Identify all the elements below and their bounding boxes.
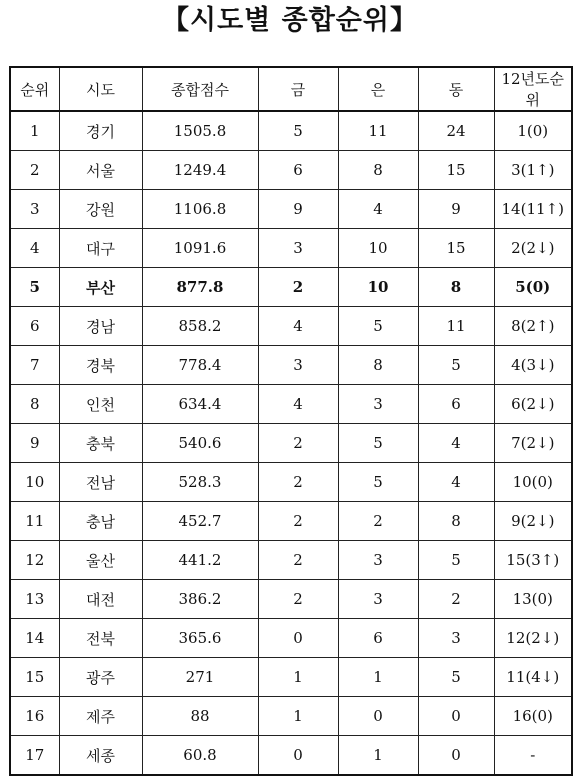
table-row <box>10 151 572 190</box>
table-row <box>10 268 572 307</box>
prev-rank-cell: 9(2↓) <box>494 502 572 541</box>
table-row <box>10 111 572 151</box>
prev-rank-cell: 4(3↓) <box>494 346 572 385</box>
silver-cell: 10 <box>338 268 418 307</box>
rank-cell: 11 <box>10 502 59 541</box>
silver-cell: 3 <box>338 541 418 580</box>
prev-rank-cell: 12(2↓) <box>494 619 572 658</box>
total-score-cell: 271 <box>142 658 258 697</box>
silver-cell: 8 <box>338 151 418 190</box>
bronze-cell: 5 <box>418 541 494 580</box>
gold-cell: 0 <box>258 736 338 776</box>
rank-cell: 4 <box>10 229 59 268</box>
rank-cell: 2 <box>10 151 59 190</box>
page-title: 【시도별 종합순위】 <box>162 5 418 36</box>
silver-cell: 5 <box>338 424 418 463</box>
rank-cell: 9 <box>10 424 59 463</box>
prev-rank-cell: 3(1↑) <box>494 151 572 190</box>
prev-rank-cell: 16(0) <box>494 697 572 736</box>
rank-cell: 14 <box>10 619 59 658</box>
rank-cell: 8 <box>10 385 59 424</box>
gold-cell: 2 <box>258 502 338 541</box>
table-row <box>10 385 572 424</box>
silver-cell: 3 <box>338 385 418 424</box>
gold-cell: 2 <box>258 580 338 619</box>
total-score-cell: 1091.6 <box>142 229 258 268</box>
bronze-cell: 3 <box>418 619 494 658</box>
gold-cell: 5 <box>258 111 338 151</box>
silver-cell: 3 <box>338 580 418 619</box>
header-total-score: 종합점수 <box>142 67 258 111</box>
table-row <box>10 502 572 541</box>
bronze-cell: 24 <box>418 111 494 151</box>
prev-rank-cell: 10(0) <box>494 463 572 502</box>
gold-cell: 2 <box>258 424 338 463</box>
total-score-cell: 1106.8 <box>142 190 258 229</box>
total-score-cell: 88 <box>142 697 258 736</box>
gold-cell: 1 <box>258 658 338 697</box>
bronze-cell: 15 <box>418 229 494 268</box>
total-score-cell: 634.4 <box>142 385 258 424</box>
gold-cell: 3 <box>258 229 338 268</box>
table-row <box>10 307 572 346</box>
prev-rank-cell: - <box>494 736 572 776</box>
prev-rank-cell: 1(0) <box>494 111 572 151</box>
region-cell: 울산 <box>59 541 142 580</box>
silver-cell: 4 <box>338 190 418 229</box>
silver-cell: 1 <box>338 736 418 776</box>
gold-cell: 6 <box>258 151 338 190</box>
region-cell: 충남 <box>59 502 142 541</box>
rank-cell: 1 <box>10 111 59 151</box>
header-prev-rank: 12년도순위 <box>494 67 572 111</box>
table-row <box>10 580 572 619</box>
bronze-cell: 4 <box>418 424 494 463</box>
gold-cell: 0 <box>258 619 338 658</box>
region-cell: 세종 <box>59 736 142 776</box>
rank-cell: 15 <box>10 658 59 697</box>
table-row <box>10 346 572 385</box>
silver-cell: 5 <box>338 307 418 346</box>
bronze-cell: 0 <box>418 697 494 736</box>
total-score-cell: 452.7 <box>142 502 258 541</box>
total-score-cell: 386.2 <box>142 580 258 619</box>
header-silver: 은 <box>338 67 418 111</box>
rank-cell: 3 <box>10 190 59 229</box>
prev-rank-cell: 11(4↓) <box>494 658 572 697</box>
rank-cell: 17 <box>10 736 59 776</box>
bronze-cell: 6 <box>418 385 494 424</box>
bronze-cell: 15 <box>418 151 494 190</box>
gold-cell: 4 <box>258 307 338 346</box>
region-cell: 경기 <box>59 111 142 151</box>
total-score-cell: 528.3 <box>142 463 258 502</box>
prev-rank-cell: 5(0) <box>494 268 572 307</box>
silver-cell: 1 <box>338 658 418 697</box>
rank-cell: 12 <box>10 541 59 580</box>
region-cell: 전북 <box>59 619 142 658</box>
bronze-cell: 9 <box>418 190 494 229</box>
region-cell: 전남 <box>59 463 142 502</box>
region-cell: 강원 <box>59 190 142 229</box>
bronze-cell: 8 <box>418 502 494 541</box>
table-row <box>10 736 572 776</box>
bronze-cell: 11 <box>418 307 494 346</box>
rank-cell: 10 <box>10 463 59 502</box>
header-bronze: 동 <box>418 67 494 111</box>
bronze-cell: 5 <box>418 346 494 385</box>
region-cell: 경북 <box>59 346 142 385</box>
silver-cell: 8 <box>338 346 418 385</box>
total-score-cell: 778.4 <box>142 346 258 385</box>
table-row <box>10 658 572 697</box>
gold-cell: 9 <box>258 190 338 229</box>
total-score-cell: 365.6 <box>142 619 258 658</box>
rank-cell: 5 <box>10 268 59 307</box>
table-row <box>10 541 572 580</box>
silver-cell: 11 <box>338 111 418 151</box>
rank-cell: 6 <box>10 307 59 346</box>
header-rank: 순위 <box>10 67 59 111</box>
gold-cell: 4 <box>258 385 338 424</box>
region-cell: 대전 <box>59 580 142 619</box>
rank-cell: 16 <box>10 697 59 736</box>
prev-rank-cell: 15(3↑) <box>494 541 572 580</box>
total-score-cell: 1505.8 <box>142 111 258 151</box>
region-cell: 충북 <box>59 424 142 463</box>
table-header-row <box>10 67 572 111</box>
region-cell: 서울 <box>59 151 142 190</box>
silver-cell: 5 <box>338 463 418 502</box>
region-cell: 인천 <box>59 385 142 424</box>
prev-rank-cell: 13(0) <box>494 580 572 619</box>
total-score-cell: 858.2 <box>142 307 258 346</box>
table-row <box>10 463 572 502</box>
bronze-cell: 0 <box>418 736 494 776</box>
total-score-cell: 877.8 <box>142 268 258 307</box>
region-cell: 경남 <box>59 307 142 346</box>
gold-cell: 1 <box>258 697 338 736</box>
region-cell: 제주 <box>59 697 142 736</box>
region-cell: 대구 <box>59 229 142 268</box>
rank-cell: 13 <box>10 580 59 619</box>
bronze-cell: 5 <box>418 658 494 697</box>
silver-cell: 10 <box>338 229 418 268</box>
silver-cell: 0 <box>338 697 418 736</box>
table-row <box>10 619 572 658</box>
total-score-cell: 60.8 <box>142 736 258 776</box>
table-row <box>10 424 572 463</box>
region-cell: 부산 <box>59 268 142 307</box>
prev-rank-cell: 6(2↓) <box>494 385 572 424</box>
header-gold: 금 <box>258 67 338 111</box>
prev-rank-cell: 14(11↑) <box>494 190 572 229</box>
bronze-cell: 4 <box>418 463 494 502</box>
prev-rank-cell: 7(2↓) <box>494 424 572 463</box>
gold-cell: 2 <box>258 541 338 580</box>
prev-rank-cell: 2(2↓) <box>494 229 572 268</box>
gold-cell: 2 <box>258 463 338 502</box>
prev-rank-cell: 8(2↑) <box>494 307 572 346</box>
region-cell: 광주 <box>59 658 142 697</box>
table-row <box>10 190 572 229</box>
rank-cell: 7 <box>10 346 59 385</box>
silver-cell: 2 <box>338 502 418 541</box>
silver-cell: 6 <box>338 619 418 658</box>
table-row <box>10 697 572 736</box>
ranking-table <box>9 66 573 776</box>
gold-cell: 2 <box>258 268 338 307</box>
header-region: 시도 <box>59 67 142 111</box>
total-score-cell: 540.6 <box>142 424 258 463</box>
total-score-cell: 1249.4 <box>142 151 258 190</box>
gold-cell: 3 <box>258 346 338 385</box>
bronze-cell: 8 <box>418 268 494 307</box>
table-row <box>10 229 572 268</box>
bronze-cell: 2 <box>418 580 494 619</box>
total-score-cell: 441.2 <box>142 541 258 580</box>
